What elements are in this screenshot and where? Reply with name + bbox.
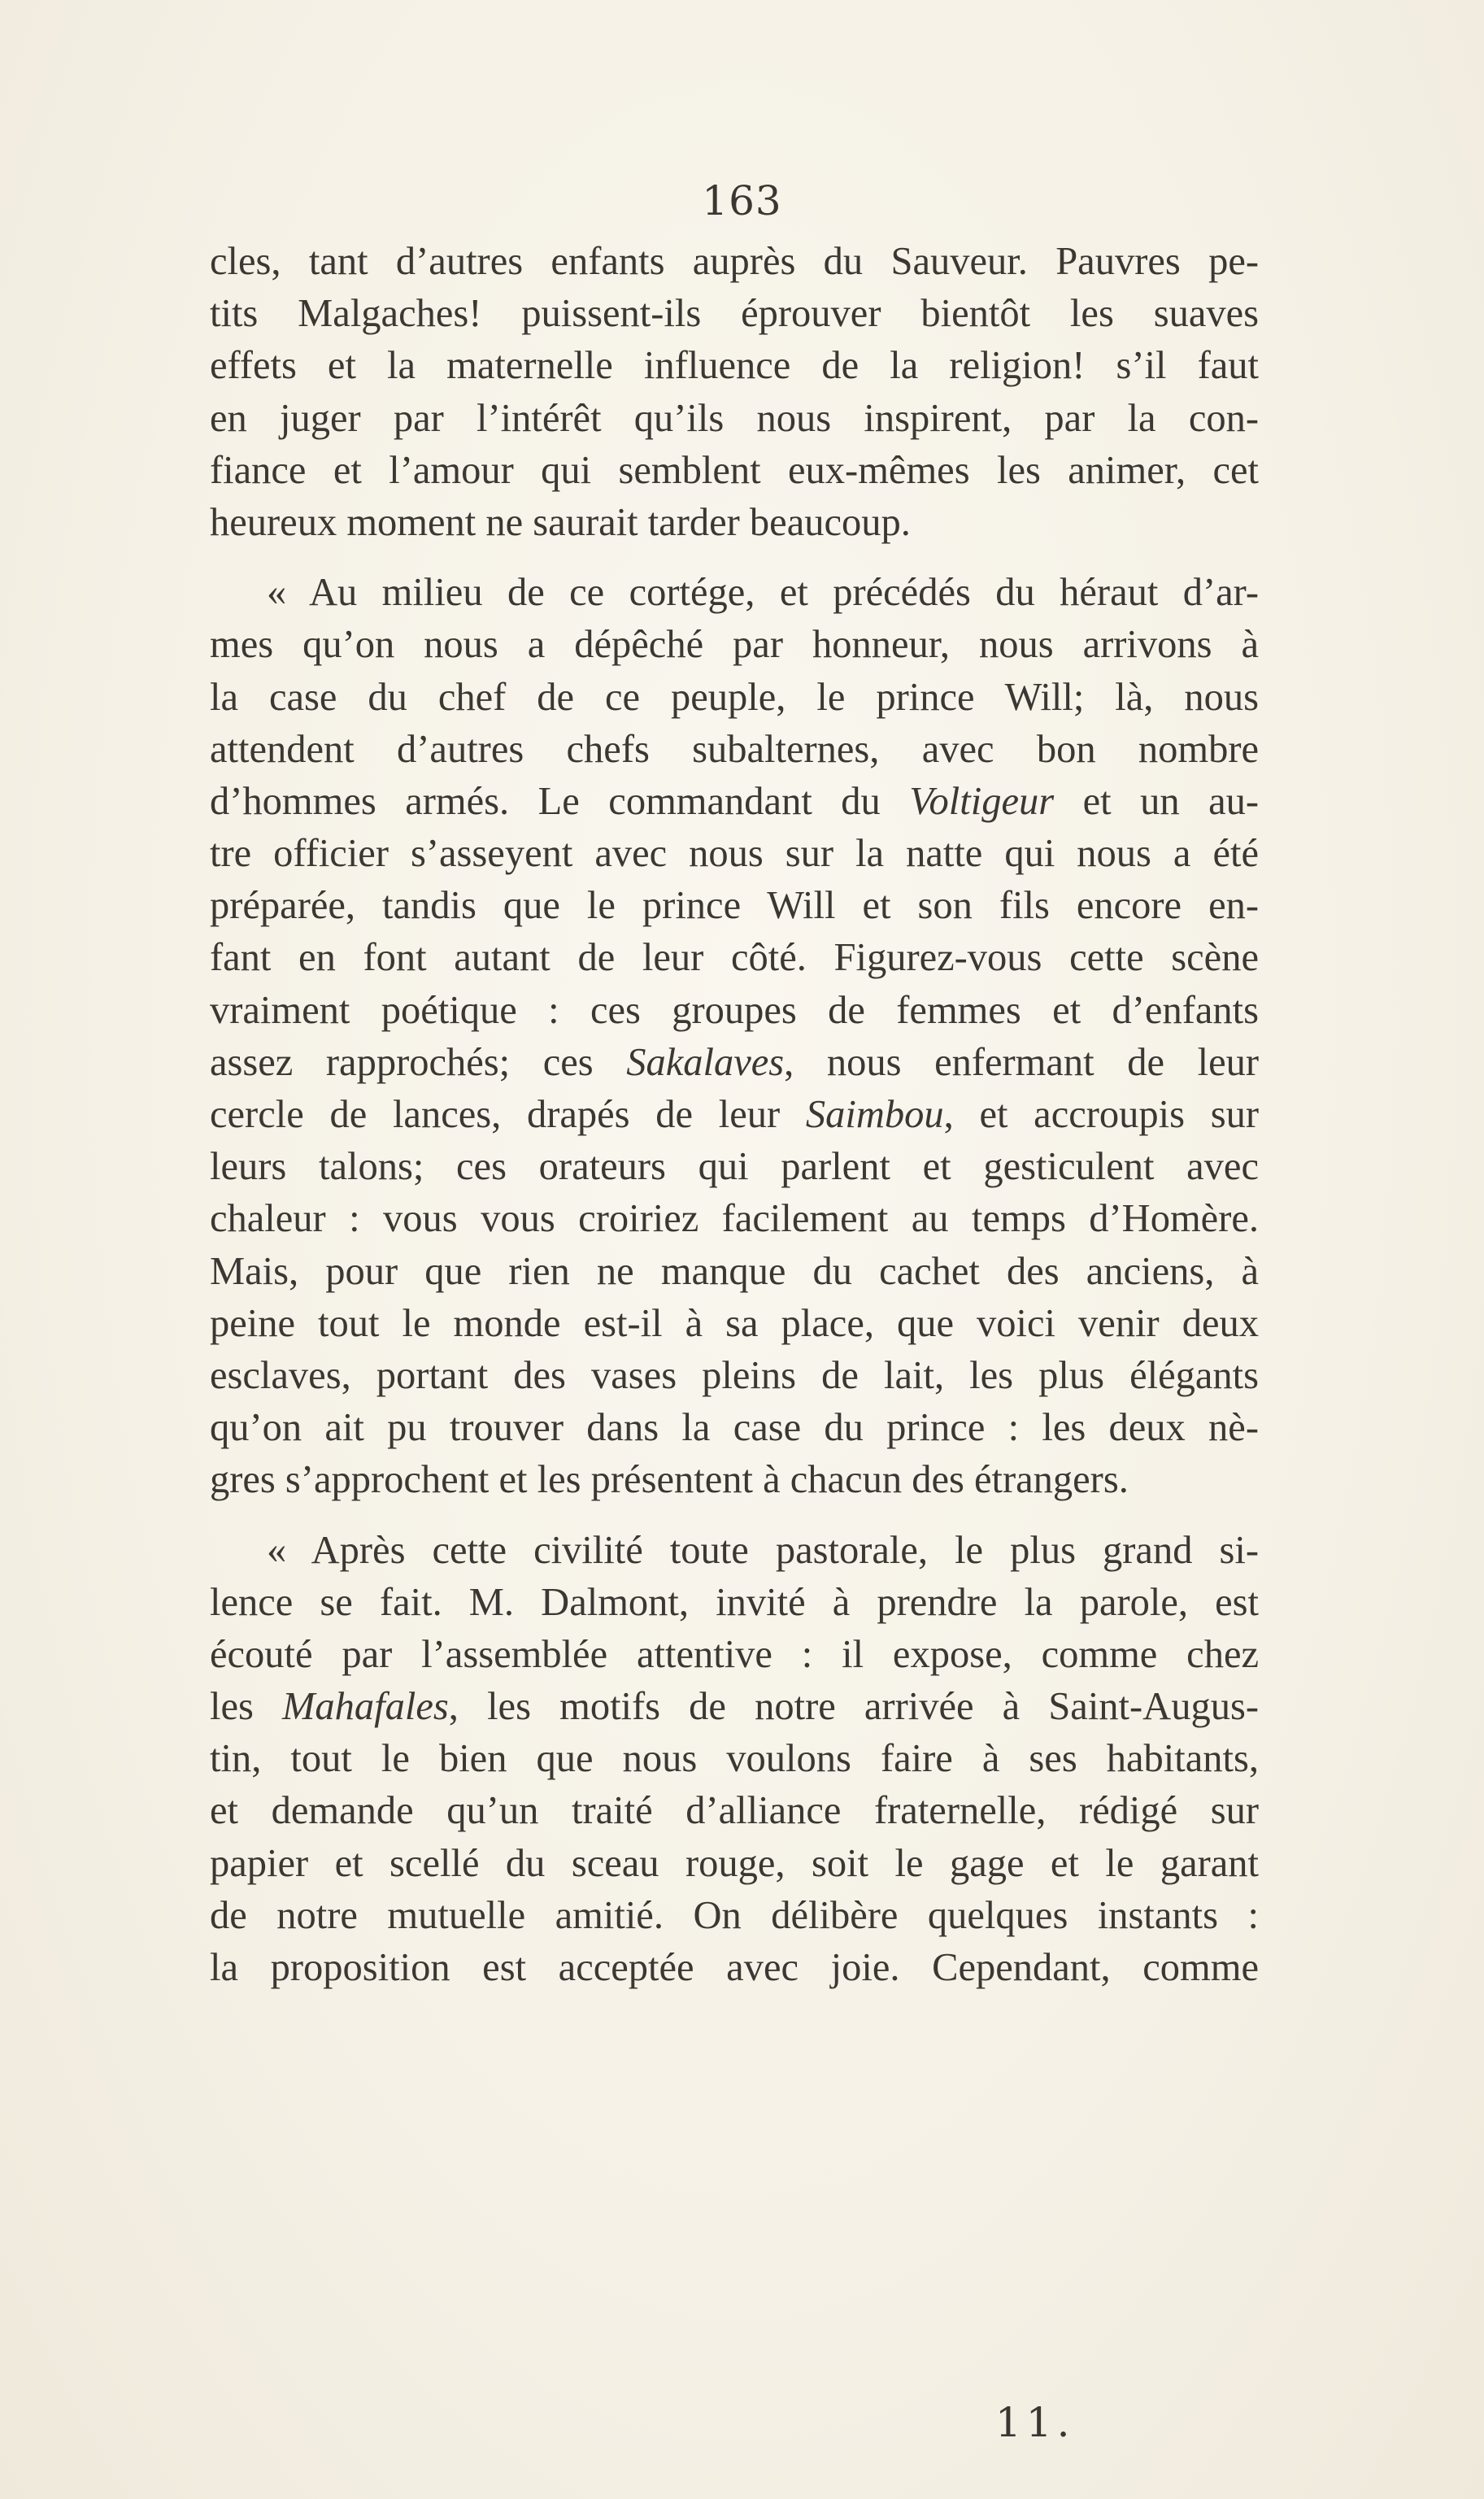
text-line: cles, tant d’autres enfants auprès du Sauveur. Pauvres pe- xyxy=(210,240,1259,283)
text-line: fant en font autant de leur côté. Figurez-vous cette scène xyxy=(210,936,1259,980)
text-line: papier et scellé du sceau rouge, soit le gage et le garant xyxy=(210,1841,1259,1885)
text-line: leurs talons; ces orateurs qui parlent et gesticulent avec xyxy=(210,1145,1259,1189)
text-line: les Mahafales, les motifs de notre arrivée à Saint-Augus- xyxy=(210,1685,1259,1729)
text-line: assez rapprochés; ces Sakalaves, nous enfermant de leur xyxy=(210,1040,1259,1084)
text-line: fiance et l’amour qui semblent eux-mêmes les animer, cet xyxy=(210,448,1259,492)
text-line: la proposition est acceptée avec joie. Cependant, comme xyxy=(210,1946,1259,1989)
text-line: cercle de lances, drapés de leur Saimbou, et accroupis sur xyxy=(210,1093,1259,1136)
text-line: esclaves, portant des vases pleins de lait, les plus élégants xyxy=(210,1353,1259,1397)
text-line: effets et la maternelle influence de la religion! s’il faut xyxy=(210,344,1259,388)
text-line: peine tout le monde est-il à sa place, que voici venir deux xyxy=(210,1301,1259,1345)
text-line: qu’on ait pu trouver dans la case du prince : les deux nè- xyxy=(210,1406,1259,1450)
text-line: lence se fait. M. Dalmont, invité à prendre la parole, est xyxy=(210,1580,1259,1624)
text-line: heureux moment ne saurait tarder beaucoup. xyxy=(210,500,911,544)
text-line: la case du chef de ce peuple, le prince Will; là, nous xyxy=(210,675,1259,719)
text-line: tre officier s’asseyent avec nous sur la natte qui nous a été xyxy=(210,832,1259,876)
text-line: gres s’approchent et les présentent à chacun des étrangers. xyxy=(210,1458,1129,1502)
text-line: vraiment poétique : ces groupes de femmes et d’enfants xyxy=(210,988,1259,1032)
text-line: Mais, pour que rien ne manque du cachet des anciens, à xyxy=(210,1249,1259,1293)
text-line: chaleur : vous vous croiriez facilement au temps d’Homère. xyxy=(210,1197,1259,1241)
text-line: « Après cette civilité toute pastorale, le plus grand si- xyxy=(267,1528,1259,1572)
text-line: attendent d’autres chefs subalternes, avec bon nombre xyxy=(210,727,1259,771)
text-line: tits Malgaches! puissent-ils éprouver bientôt les suaves xyxy=(210,292,1259,336)
signature-mark: 11. xyxy=(995,2399,1075,2446)
text-line: tin, tout le bien que nous voulons faire à ses habitants, xyxy=(210,1737,1259,1781)
text-line: en juger par l’intérêt qu’ils nous inspirent, par la con- xyxy=(210,396,1259,440)
body-text xyxy=(210,236,1259,1994)
text-line: mes qu’on nous a dépêché par honneur, nous arrivons à xyxy=(210,623,1259,667)
text-line: préparée, tandis que le prince Will et son fils encore en- xyxy=(210,884,1259,928)
page-number: 163 xyxy=(702,177,782,224)
text-line: « Au milieu de ce cortége, et précédés du héraut d’ar- xyxy=(267,571,1259,615)
text-line: et demande qu’un traité d’alliance fraternelle, rédigé sur xyxy=(210,1789,1259,1833)
text-line: de notre mutuelle amitié. On délibère quelques instants : xyxy=(210,1893,1259,1937)
text-line: écouté par l’assemblée attentive : il expose, comme chez xyxy=(210,1632,1259,1676)
text-line: d’hommes armés. Le commandant du Voltigeur et un au- xyxy=(210,779,1259,823)
